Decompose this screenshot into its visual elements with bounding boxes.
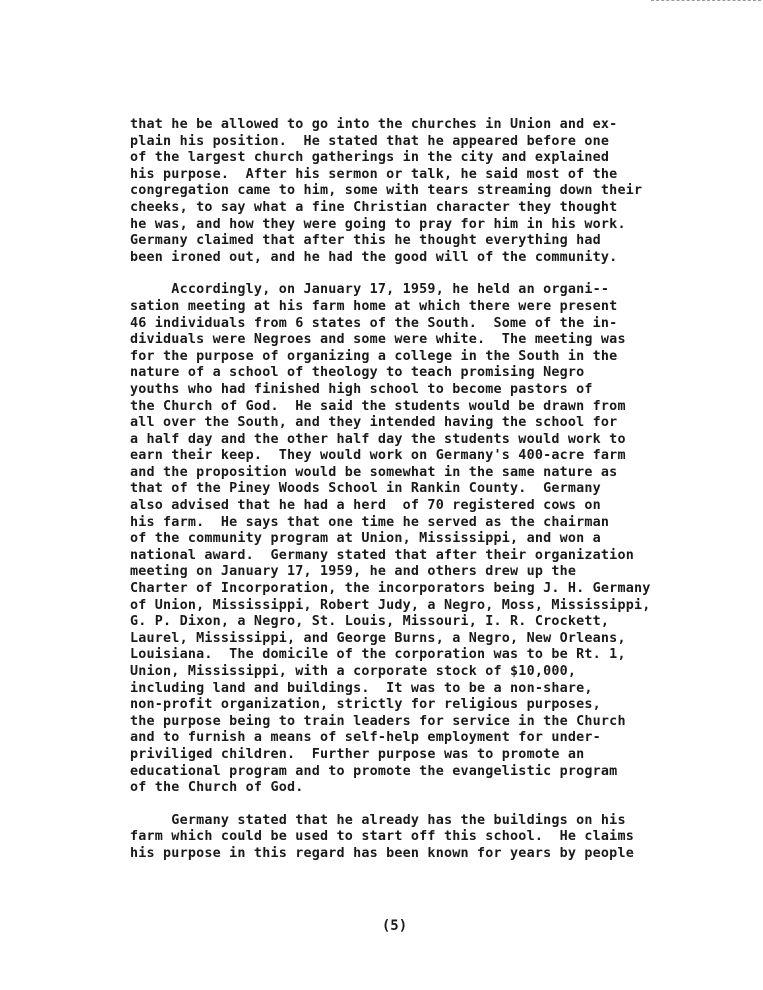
- text-line: dividuals were Negroes and some were white. The meeting was: [130, 332, 626, 348]
- text-line: Charter of Incorporation, the incorporators being J. H. Germany: [130, 581, 651, 597]
- text-line: 46 individuals from 6 states of the South. Some of the in-: [130, 315, 618, 331]
- text-line: of the largest church gatherings in the city and explained: [130, 150, 610, 166]
- text-line: non-profit organization, strictly for religious purposes,: [130, 697, 601, 713]
- text-line: his farm. He says that one time he served as the chairman: [130, 514, 610, 530]
- paragraph-1: [130, 117, 730, 266]
- paragraph-3: [130, 813, 730, 863]
- text-line: Germany claimed that after this he thought everything had: [130, 233, 601, 249]
- text-line: the purpose being to train leaders for service in the Church: [130, 713, 626, 729]
- text-line: Germany stated that he already has the buildings on his: [130, 812, 626, 828]
- text-line: including land and buildings. It was to be a non-share,: [130, 680, 593, 696]
- text-line: and to furnish a means of self-help employment for under-: [130, 730, 601, 746]
- text-line: cheeks, to say what a fine Christian character they thought: [130, 199, 618, 215]
- text-line: priviliged children. Further purpose was to promote an: [130, 746, 585, 762]
- text-line: a half day and the other half day the students would work to: [130, 431, 626, 447]
- text-line: been ironed out, and he had the good will of the community.: [130, 249, 618, 265]
- paragraph-2: [130, 282, 730, 796]
- text-line: the Church of God. He said the students would be drawn from: [130, 398, 626, 414]
- text-line: congregation came to him, some with tears streaming down their: [130, 183, 643, 199]
- text-line: plain his position. He stated that he appeared before one: [130, 133, 610, 149]
- text-line: Louisiana. The domicile of the corporation was to be Rt. 1,: [130, 647, 626, 663]
- text-line: he was, and how they were going to pray for him in his work.: [130, 216, 626, 232]
- text-line: educational program and to promote the evangelistic program: [130, 763, 618, 779]
- text-line: also advised that he had a herd of 70 registered cows on: [130, 498, 601, 514]
- text-line: Union, Mississippi, with a corporate stock of $10,000,: [130, 664, 577, 679]
- text-line: G. P. Dixon, a Negro, St. Louis, Missouri, I. R. Crockett,: [130, 614, 610, 630]
- text-line: meeting on January 17, 1959, he and others drew up the: [130, 564, 577, 580]
- text-line: for the purpose of organizing a college in the South in the: [130, 348, 618, 364]
- text-line: of the community program at Union, Mississippi, and won a: [130, 531, 601, 547]
- text-line: and the proposition would be somewhat in the same nature as: [130, 464, 618, 480]
- text-line: Laurel, Mississippi, and George Burns, a Negro, New Orleans,: [130, 630, 626, 646]
- text-line: national award. Germany stated that after their organization: [130, 547, 634, 563]
- text-line: his purpose in this regard has been known for years by people: [130, 845, 634, 861]
- text-line: of Union, Mississippi, Robert Judy, a Negro, Moss, Mississippi,: [130, 597, 651, 613]
- text-line: youths who had finished high school to become pastors of: [130, 381, 593, 397]
- text-line: his purpose. After his sermon or talk, he said most of the: [130, 166, 618, 182]
- text-line: nature of a school of theology to teach promising Negro: [130, 365, 585, 381]
- corner-dash-mark: [651, 0, 761, 1]
- text-line: that of the Piney Woods School in Rankin County. Germany: [130, 481, 601, 497]
- text-line: of the Church of God.: [130, 780, 304, 796]
- page-number: (5): [381, 918, 408, 934]
- text-line: earn their keep. They would work on Germany's 400-acre farm: [130, 448, 626, 464]
- document-page: [130, 117, 730, 879]
- text-line: all over the South, and they intended having the school for: [130, 415, 618, 431]
- text-line: sation meeting at his farm home at which there were present: [130, 298, 618, 314]
- text-line: that he be allowed to go into the churches in Union and ex-: [130, 117, 618, 132]
- text-line: farm which could be used to start off this school. He claims: [130, 829, 634, 845]
- text-line: Accordingly, on January 17, 1959, he held an organi--: [130, 282, 610, 298]
